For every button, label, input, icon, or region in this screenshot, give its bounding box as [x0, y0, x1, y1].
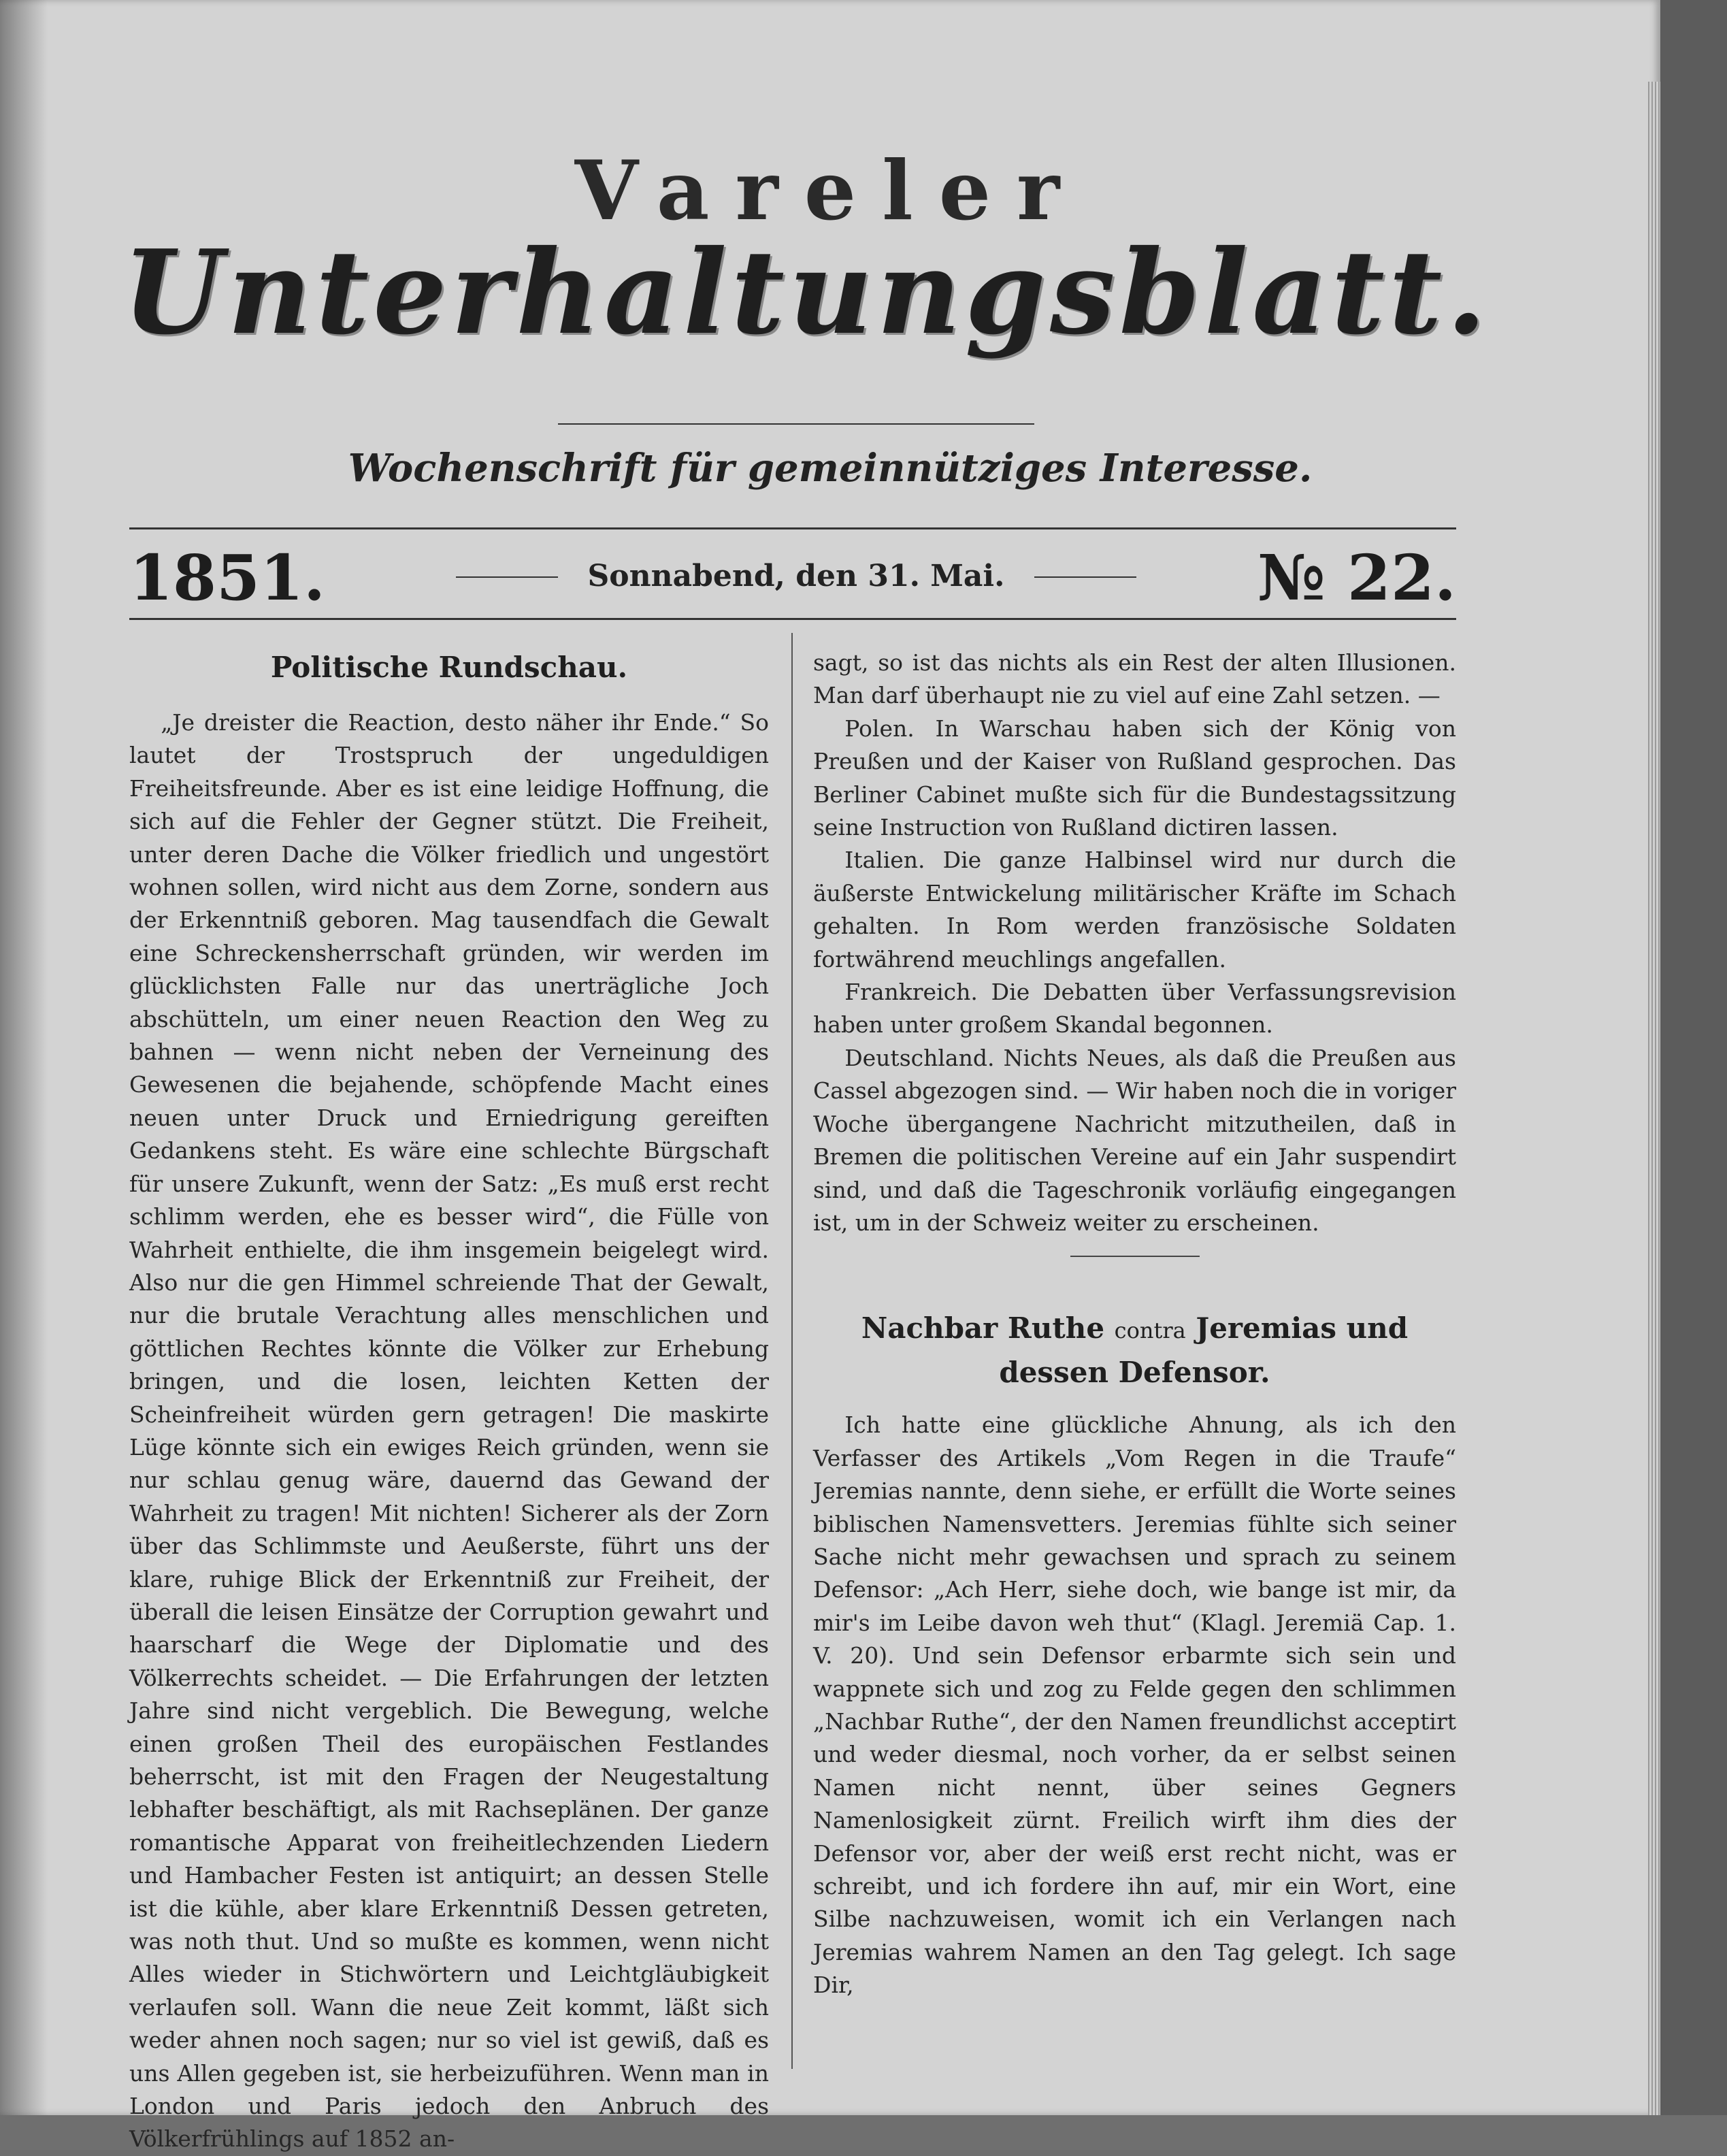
article-heading-politische-rundschau: Politische Rundschau. — [270, 651, 628, 684]
masthead-town-title: Vareler — [574, 143, 1086, 239]
issue-year: 1851. — [129, 541, 326, 615]
right-column — [813, 647, 1456, 2002]
dateline — [129, 541, 1456, 616]
top-rule — [129, 527, 1456, 529]
date-ornament-right — [1034, 576, 1136, 578]
page-edge-stack — [1648, 82, 1660, 2115]
bottom-rule — [129, 618, 1456, 620]
issue-date: Sonnabend, den 31. Mai. — [587, 559, 1005, 593]
article-paragraph: „Je dreister die Reaction, desto näher ihr Ende.“ So lautet der Trostspruch der ungeduldigen Freiheitsfreunde. Aber es ist eine leidige Hoffnung, die sich auf die Fehler der Gegner stützt. Die Freiheit, unter deren Dache die Völker friedlich und ungestört wohnen sollen, wird nicht aus dem Zorne, sondern aus der Erkenntniß geboren. Mag tausendfach die Gewalt eine Schreckensherrschaft gründen, wir werden im glücklichsten Falle nur das unerträgliche Joch abschütteln, um einer neuen Reaction den Weg zu bahnen — wenn nicht neben der Verneinung des Gewesenen die bejahende, schöpfende Macht eines neuen unter Druck und Erniedrigung gereiften Gedankens steht. Es wäre eine schlechte Bürgschaft für unsere Zukunft, wenn der Satz: „Es muß erst recht schlimm werden, ehe es besser wird“, die Fülle von Wahrheit enthielte, die ihm insgemein beigelegt wird. Also nur die gen Himmel schreiende That der Gewalt, nur die brutale Verachtung alles menschlichen und göttlichen Rechtes könnte die Völker zur Erhebung bringen, und die losen, leichten Ketten der Scheinfreiheit würden gern getragen! Die maskirte Lüge könnte sich ein ewiges Reich gründen, wenn sie nur schlau genug wäre, dauernd das Gewand der Wahrheit zu tragen! Mit nichten! Sicherer als der Zorn über das Schlimmste und Aeußerste, führt uns der klare, ruhige Blick der Erkenntniß zur Freiheit, der überall die leisen Einsätze der Corruption gewahrt und haarscharf die Wege der Diplomatie und des Völkerrechts scheidet. — Die Erfahrungen der letzten Jahre sind nicht vergeblich. Die Bewegung, welche einen großen Theil des europäischen Festlandes beherrscht, ist mit den Fragen der Neugestaltung lebhafter beschäftigt, als mit Rachseplänen. Der ganze romantische Apparat von freiheitlechzenden Liedern und Hambacher Festen ist antiquirt; an dessen Stelle ist die kühle, aber klare Erkenntniß Dessen getreten, was noth thut. Und so mußte es kommen, wenn nicht Alles wieder in Stichwörtern und Leichtgläubigkeit verlaufen soll. Wann die neue Zeit kommt, läßt sich weder ahnen noch sagen; nur so viel ist gewiß, daß es uns Allen gegeben ist, sie herbeizuführen. Wenn man in London und Paris jedoch den Anbruch des Völkerfrühlings auf 1852 an- — [129, 709, 769, 2153]
masthead-main-title: Unterhaltungsblatt. — [122, 225, 1491, 361]
heading-part-1: Nachbar Ruthe — [861, 1311, 1105, 1345]
left-column — [129, 647, 769, 2156]
news-item-frankreich: Frankreich. Die Debatten über Verfassungsrevision haben unter großem Skandal begonnen. — [813, 979, 1456, 1039]
column-divider — [791, 633, 793, 2069]
issue-number: № 22. — [1257, 541, 1456, 615]
section-separator — [1070, 1256, 1200, 1257]
continuation-paragraph: sagt, so ist das nichts als ein Rest der alten Illusionen. Man darf überhaupt nie zu viel auf eine Zahl setzen. — — [813, 649, 1456, 709]
heading-contra: contra — [1114, 1318, 1186, 1344]
masthead-rule — [558, 423, 1034, 425]
news-item-polen: Polen. In Warschau haben sich der König von Preußen und der Kaiser von Rußland gesprochen. Das Berliner Cabinet mußte sich für die Bundestagssitzung seine Instruction von Rußland dictiren lassen. — [813, 715, 1456, 841]
heading-part-2: Jeremias und dessen Defensor. — [999, 1311, 1409, 1390]
masthead-subtitle: Wochenschrift für gemeinnütziges Interesse. — [348, 446, 1313, 491]
news-item-deutschland: Deutschland. Nichts Neues, als daß die Preußen aus Cassel abgezogen sind. — Wir haben noch die in voriger Woche übergangene Nachricht mitzutheilen, daß in Bremen die politischen Vereine auf ein Jahr suspendirt sind, und daß die Tageschronik vorläufig eingegangen ist, um in der Schweiz weiter zu erscheinen. — [813, 1044, 1456, 1236]
article-heading-nachbar-ruthe — [813, 1307, 1456, 1394]
news-item-italien: Italien. Die ganze Halbinsel wird nur durch die äußerste Entwickelung militärischer Kräfte im Schach gehalten. In Rom werden französische Soldaten fortwährend meuchlings angefallen. — [813, 847, 1456, 973]
gutter-shadow — [0, 0, 48, 2115]
article-paragraph-2: Ich hatte eine glückliche Ahnung, als ich den Verfasser des Artikels „Vom Regen in die Traufe“ Jeremias nannte, denn siehe, er erfüllt die Worte seines biblischen Namensvetters. Jeremias fühlte sich seiner Sache nicht mehr gewachsen und sprach zu seinem Defensor: „Ach Herr, siehe doch, wie bange ist mir, da mir's im Leibe davon weh thut“ (Klagl. Jeremiä Cap. 1. V. 20). Und sein Defensor erbarmte sich sein und wappnete sich und zog zu Felde gegen den schlimmen „Nachbar Ruthe“, der den Namen freundlichst acceptirt und weder diesmal, noch vorher, da er selbst seinen Namen nicht nennt, über seines Gegners Namenlosigkeit zürnt. Freilich wirft ihm dies der Defensor vor, aber der weiß erst recht nicht, was er schreibt, und ich fordere ihn auf, mir ein Wort, eine Silbe nachzuweisen, womit ich ein Verlangen nach Jeremias wahrem Namen an den Tag gelegt. Ich sage Dir, — [813, 1411, 1456, 1999]
